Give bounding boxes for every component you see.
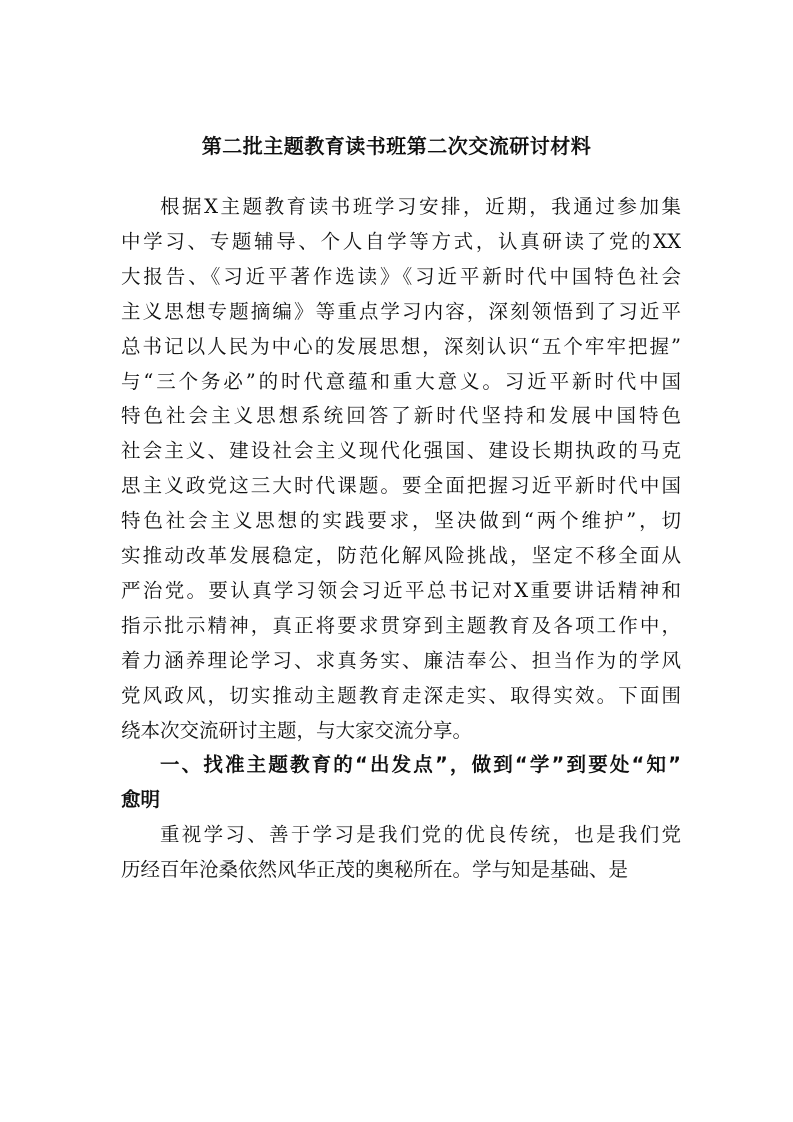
paragraph1-line: 指示批示精神，真正将要求贯穿到主题教育及各项工作中， <box>121 613 681 637</box>
document-title: 第二批主题教育读书班第二次交流研讨材料 <box>201 134 592 158</box>
paragraph1-line: 社会主义、建设社会主义现代化强国、建设长期执政的马克 <box>121 439 681 463</box>
paragraph1-line: 严治党。要认真学习领会习近平总书记对X重要讲话精神和 <box>121 578 681 602</box>
paragraph1-line: 与“三个务必”的时代意蕴和重大意义。习近平新时代中国 <box>121 369 681 393</box>
paragraph1-line: 总书记以人民为中心的发展思想，深刻认识“五个牢牢把握” <box>121 334 681 358</box>
paragraph1-line: 根据X主题教育读书班学习安排，近期，我通过参加集 <box>160 195 681 218</box>
paragraph1-line: 着力涵养理论学习、求真务实、廉洁奉公、担当作为的学风 <box>121 648 681 672</box>
paragraph1-line: 特色社会主义思想系统回答了新时代坚持和发展中国特色 <box>121 404 681 428</box>
paragraph1-line: 绕本次交流研讨主题，与大家交流分享。 <box>121 718 473 742</box>
paragraph1-line: 中学习、专题辅导、个人自学等方式，认真研读了党的XX <box>121 229 681 253</box>
paragraph1-line: 实推动改革发展稳定，防范化解风险挑战，坚定不移全面从 <box>121 544 681 567</box>
paragraph1-line: 特色社会主义思想的实践要求，坚决做到“两个维护”，切 <box>121 509 681 533</box>
paragraph1-line: 党风政风，切实推动主题教育走深走实、取得实效。下面围 <box>121 683 681 707</box>
section-heading-line: 愈明 <box>121 788 161 812</box>
paragraph2-line: 重视学习、善于学习是我们党的优良传统，也是我们党 <box>160 823 681 847</box>
section-heading-line: 一、找准主题教育的“出发点”，做到“学”到要处“知” <box>160 753 681 777</box>
paragraph1-line: 主义思想专题摘编》等重点学习内容，深刻领悟到了习近平 <box>121 299 681 323</box>
paragraph1-line: 大报告、《习近平著作选读》《习近平新时代中国特色社会 <box>121 264 681 288</box>
paragraph2-line: 历经百年沧桑依然风华正茂的奥秘所在。学与知是基础、是 <box>121 858 629 882</box>
paragraph1-line: 思主义政党这三大时代课题。要全面把握习近平新时代中国 <box>121 474 681 498</box>
